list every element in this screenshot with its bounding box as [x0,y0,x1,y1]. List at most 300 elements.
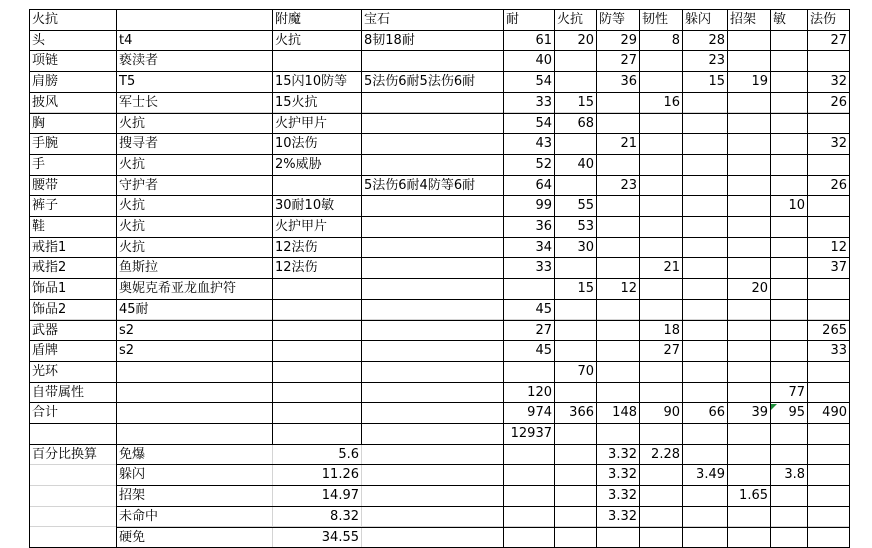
table-cell-r5-c6[interactable] [597,114,640,135]
table-cell-r6-c8[interactable] [683,134,728,155]
table-cell-r19-c7[interactable]: 90 [640,403,683,424]
table-cell-r17-c3[interactable] [362,362,504,383]
conversion-cell-r23-c1[interactable]: 招架 [117,486,273,507]
conversion-cell-r25-c10[interactable] [771,528,808,548]
table-cell-r13-c1[interactable]: 奥妮克希亚龙血护符 [117,279,273,300]
conversion-cell-r21-c9[interactable] [728,445,771,466]
table-cell-r12-c1[interactable]: 鱼斯拉 [117,258,273,279]
table-cell-r12-c8[interactable] [683,258,728,279]
table-cell-r9-c1[interactable]: 火抗 [117,196,273,217]
table-cell-r11-c3[interactable] [362,238,504,259]
table-cell-r18-c0[interactable]: 自带属性 [30,383,117,404]
table-cell-r15-c7[interactable]: 18 [640,321,683,342]
table-cell-r1-c10[interactable] [771,31,808,52]
table-cell-r19-c1[interactable] [117,403,273,424]
table-cell-r8-c2[interactable] [273,176,362,197]
table-cell-r3-c5[interactable] [555,72,597,93]
table-cell-r17-c11[interactable] [808,362,850,383]
table-cell-r17-c7[interactable] [640,362,683,383]
table-cell-r11-c6[interactable] [597,238,640,259]
conversion-cell-r24-c7[interactable] [640,507,683,528]
table-cell-r12-c7[interactable]: 21 [640,258,683,279]
table-cell-r9-c7[interactable] [640,196,683,217]
conversion-cell-r25-c7[interactable] [640,528,683,548]
table-cell-r12-c2[interactable]: 12法伤 [273,258,362,279]
conversion-cell-r21-c5[interactable] [555,445,597,466]
table-cell-r19-c2[interactable] [273,403,362,424]
table-cell-r13-c3[interactable] [362,279,504,300]
table-cell-r18-c4[interactable]: 120 [504,383,555,404]
conversion-cell-r21-c3[interactable] [362,445,504,466]
conversion-cell-r24-c5[interactable] [555,507,597,528]
table-cell-r2-c8[interactable]: 23 [683,51,728,72]
table-cell-r11-c4[interactable]: 34 [504,238,555,259]
table-cell-r7-c7[interactable] [640,155,683,176]
conversion-cell-r22-c11[interactable] [808,465,850,486]
table-cell-r8-c5[interactable] [555,176,597,197]
conversion-cell-r22-c6[interactable]: 3.32 [597,465,640,486]
table-cell-r3-c8[interactable]: 15 [683,72,728,93]
table-cell-r1-c5[interactable]: 20 [555,31,597,52]
table-cell-r19-c5[interactable]: 366 [555,403,597,424]
table-cell-r6-c6[interactable]: 21 [597,134,640,155]
table-cell-r6-c7[interactable] [640,134,683,155]
table-cell-r10-c6[interactable] [597,217,640,238]
table-cell-r16-c7[interactable]: 27 [640,341,683,362]
conversion-cell-r24-c4[interactable] [504,507,555,528]
header-cell-r0-c0[interactable]: 火抗 [30,10,117,31]
table-cell-r13-c6[interactable]: 12 [597,279,640,300]
table-cell-r8-c3[interactable]: 5法伤6耐4防等6耐 [362,176,504,197]
table-cell-r10-c2[interactable]: 火护甲片 [273,217,362,238]
table-cell-r15-c10[interactable] [771,321,808,342]
table-cell-r1-c6[interactable]: 29 [597,31,640,52]
table-cell-r10-c9[interactable] [728,217,771,238]
table-cell-r17-c5[interactable]: 70 [555,362,597,383]
conversion-cell-r21-c7[interactable]: 2.28 [640,445,683,466]
table-cell-r12-c6[interactable] [597,258,640,279]
table-cell-r11-c2[interactable]: 12法伤 [273,238,362,259]
table-cell-r17-c9[interactable] [728,362,771,383]
table-cell-r15-c1[interactable]: s2 [117,321,273,342]
conversion-cell-r22-c4[interactable] [504,465,555,486]
conversion-cell-r21-c6[interactable]: 3.32 [597,445,640,466]
conversion-cell-r23-c7[interactable] [640,486,683,507]
table-cell-r10-c1[interactable]: 火抗 [117,217,273,238]
table-cell-r1-c8[interactable]: 28 [683,31,728,52]
table-cell-r2-c5[interactable] [555,51,597,72]
table-cell-r8-c1[interactable]: 守护者 [117,176,273,197]
header-cell-r0-c3[interactable]: 宝石 [362,10,504,31]
table-cell-r14-c6[interactable] [597,300,640,321]
table-cell-r11-c7[interactable] [640,238,683,259]
table-cell-r9-c6[interactable] [597,196,640,217]
table-cell-r8-c0[interactable]: 腰带 [30,176,117,197]
conversion-cell-r25-c9[interactable] [728,528,771,548]
table-cell-r3-c4[interactable]: 54 [504,72,555,93]
table-cell-r15-c6[interactable] [597,321,640,342]
conversion-cell-r21-c1[interactable]: 免爆 [117,445,273,466]
conversion-cell-r22-c5[interactable] [555,465,597,486]
table-cell-r3-c9[interactable]: 19 [728,72,771,93]
table-cell-r11-c11[interactable]: 12 [808,238,850,259]
conversion-cell-r24-c8[interactable] [683,507,728,528]
table-cell-r2-c2[interactable] [273,51,362,72]
table-cell-r19-c6[interactable]: 148 [597,403,640,424]
table-cell-r16-c5[interactable] [555,341,597,362]
table-cell-r6-c3[interactable] [362,134,504,155]
table-cell-r15-c2[interactable] [273,321,362,342]
table-cell-r4-c3[interactable] [362,93,504,114]
table-cell-r17-c6[interactable] [597,362,640,383]
table-cell-r1-c1[interactable]: t4 [117,31,273,52]
conversion-cell-r22-c2[interactable]: 11.26 [273,465,362,486]
table-cell-r13-c2[interactable] [273,279,362,300]
table-cell-r5-c2[interactable]: 火护甲片 [273,114,362,135]
table-cell-r11-c1[interactable]: 火抗 [117,238,273,259]
conversion-cell-r23-c4[interactable] [504,486,555,507]
table-cell-r15-c9[interactable] [728,321,771,342]
table-cell-r5-c10[interactable] [771,114,808,135]
table-cell-r16-c8[interactable] [683,341,728,362]
table-cell-r3-c11[interactable]: 32 [808,72,850,93]
header-cell-r0-c1[interactable] [117,10,273,31]
table-cell-r16-c2[interactable] [273,341,362,362]
table-cell-r12-c4[interactable]: 33 [504,258,555,279]
table-cell-r20-c7[interactable] [640,424,683,445]
conversion-cell-r23-c9[interactable]: 1.65 [728,486,771,507]
table-cell-r6-c4[interactable]: 43 [504,134,555,155]
table-cell-r1-c9[interactable] [728,31,771,52]
table-cell-r14-c3[interactable] [362,300,504,321]
conversion-cell-r22-c1[interactable]: 躲闪 [117,465,273,486]
table-cell-r7-c10[interactable] [771,155,808,176]
header-cell-r0-c8[interactable]: 躲闪 [683,10,728,31]
table-cell-r1-c0[interactable]: 头 [30,31,117,52]
header-cell-r0-c2[interactable]: 附魔 [273,10,362,31]
header-cell-r0-c6[interactable]: 防等 [597,10,640,31]
table-cell-r13-c9[interactable]: 20 [728,279,771,300]
table-cell-r3-c3[interactable]: 5法伤6耐5法伤6耐 [362,72,504,93]
table-cell-r2-c3[interactable] [362,51,504,72]
table-cell-r9-c9[interactable] [728,196,771,217]
table-cell-r19-c8[interactable]: 66 [683,403,728,424]
table-cell-r10-c8[interactable] [683,217,728,238]
conversion-cell-r24-c1[interactable]: 未命中 [117,507,273,528]
table-cell-r16-c1[interactable]: s2 [117,341,273,362]
table-cell-r7-c2[interactable]: 2%威胁 [273,155,362,176]
table-cell-r1-c3[interactable]: 8韧18耐 [362,31,504,52]
table-cell-r14-c8[interactable] [683,300,728,321]
conversion-cell-r22-c0[interactable] [30,465,117,486]
table-cell-r18-c2[interactable] [273,383,362,404]
table-cell-r7-c8[interactable] [683,155,728,176]
table-cell-r16-c9[interactable] [728,341,771,362]
table-cell-r10-c4[interactable]: 36 [504,217,555,238]
table-cell-r12-c10[interactable] [771,258,808,279]
table-cell-r6-c9[interactable] [728,134,771,155]
table-cell-r8-c8[interactable] [683,176,728,197]
table-cell-r12-c3[interactable] [362,258,504,279]
table-cell-r10-c10[interactable] [771,217,808,238]
conversion-cell-r22-c10[interactable]: 3.8 [771,465,808,486]
table-cell-r2-c0[interactable]: 项链 [30,51,117,72]
table-cell-r18-c9[interactable] [728,383,771,404]
conversion-cell-r22-c3[interactable] [362,465,504,486]
table-cell-r2-c7[interactable] [640,51,683,72]
table-cell-r13-c10[interactable] [771,279,808,300]
conversion-cell-r23-c5[interactable] [555,486,597,507]
table-cell-r6-c1[interactable]: 搜寻者 [117,134,273,155]
table-cell-r13-c11[interactable] [808,279,850,300]
table-cell-r3-c0[interactable]: 肩膀 [30,72,117,93]
table-cell-r9-c2[interactable]: 30耐10敏 [273,196,362,217]
table-cell-r2-c1[interactable]: 亵渎者 [117,51,273,72]
table-cell-r7-c9[interactable] [728,155,771,176]
conversion-cell-r23-c10[interactable] [771,486,808,507]
table-cell-r3-c10[interactable] [771,72,808,93]
table-cell-r6-c2[interactable]: 10法伤 [273,134,362,155]
table-cell-r18-c11[interactable] [808,383,850,404]
table-cell-r17-c1[interactable] [117,362,273,383]
table-cell-r17-c4[interactable] [504,362,555,383]
table-cell-r4-c5[interactable]: 15 [555,93,597,114]
table-cell-r2-c10[interactable] [771,51,808,72]
table-cell-r14-c10[interactable] [771,300,808,321]
conversion-cell-r25-c5[interactable] [555,528,597,548]
conversion-cell-r22-c7[interactable] [640,465,683,486]
table-cell-r4-c10[interactable] [771,93,808,114]
conversion-cell-r25-c0[interactable] [30,528,117,548]
table-cell-r14-c2[interactable] [273,300,362,321]
conversion-cell-r25-c2[interactable]: 34.55 [273,528,362,548]
table-cell-r7-c1[interactable]: 火抗 [117,155,273,176]
conversion-cell-r21-c11[interactable] [808,445,850,466]
table-cell-r7-c11[interactable] [808,155,850,176]
table-cell-r4-c0[interactable]: 披风 [30,93,117,114]
table-cell-r19-c0[interactable]: 合计 [30,403,117,424]
table-cell-r2-c4[interactable]: 40 [504,51,555,72]
conversion-cell-r25-c11[interactable] [808,528,850,548]
table-cell-r14-c7[interactable] [640,300,683,321]
table-cell-r15-c3[interactable] [362,321,504,342]
table-cell-r9-c0[interactable]: 裤子 [30,196,117,217]
table-cell-r5-c7[interactable] [640,114,683,135]
table-cell-r5-c3[interactable] [362,114,504,135]
table-cell-r15-c0[interactable]: 武器 [30,321,117,342]
table-cell-r7-c4[interactable]: 52 [504,155,555,176]
header-cell-r0-c9[interactable]: 招架 [728,10,771,31]
table-cell-r2-c9[interactable] [728,51,771,72]
conversion-cell-r22-c8[interactable]: 3.49 [683,465,728,486]
table-cell-r4-c4[interactable]: 33 [504,93,555,114]
table-cell-r12-c9[interactable] [728,258,771,279]
table-cell-r8-c7[interactable] [640,176,683,197]
table-cell-r9-c4[interactable]: 99 [504,196,555,217]
table-cell-r9-c5[interactable]: 55 [555,196,597,217]
table-cell-r1-c11[interactable]: 27 [808,31,850,52]
table-cell-r17-c2[interactable] [273,362,362,383]
table-cell-r15-c5[interactable] [555,321,597,342]
table-cell-r1-c2[interactable]: 火抗 [273,31,362,52]
table-cell-r10-c0[interactable]: 鞋 [30,217,117,238]
table-cell-r3-c7[interactable] [640,72,683,93]
table-cell-r14-c0[interactable]: 饰品2 [30,300,117,321]
table-cell-r20-c0[interactable] [30,424,117,445]
table-cell-r16-c3[interactable] [362,341,504,362]
table-cell-r6-c10[interactable] [771,134,808,155]
table-cell-r13-c0[interactable]: 饰品1 [30,279,117,300]
table-cell-r15-c4[interactable]: 27 [504,321,555,342]
table-cell-r10-c7[interactable] [640,217,683,238]
table-cell-r5-c0[interactable]: 胸 [30,114,117,135]
table-cell-r3-c6[interactable]: 36 [597,72,640,93]
table-cell-r17-c10[interactable] [771,362,808,383]
table-cell-r12-c0[interactable]: 戒指2 [30,258,117,279]
conversion-cell-r21-c8[interactable] [683,445,728,466]
header-cell-r0-c4[interactable]: 耐 [504,10,555,31]
table-cell-r8-c10[interactable] [771,176,808,197]
table-cell-r10-c3[interactable] [362,217,504,238]
conversion-cell-r21-c0[interactable]: 百分比换算 [30,445,117,466]
table-cell-r10-c5[interactable]: 53 [555,217,597,238]
table-cell-r5-c5[interactable]: 68 [555,114,597,135]
table-cell-r8-c4[interactable]: 64 [504,176,555,197]
conversion-cell-r23-c0[interactable] [30,486,117,507]
table-cell-r5-c4[interactable]: 54 [504,114,555,135]
table-cell-r5-c11[interactable] [808,114,850,135]
table-cell-r20-c2[interactable] [273,424,362,445]
table-cell-r9-c10[interactable]: 10 [771,196,808,217]
table-cell-r20-c9[interactable] [728,424,771,445]
conversion-cell-r24-c6[interactable]: 3.32 [597,507,640,528]
table-cell-r2-c6[interactable]: 27 [597,51,640,72]
table-cell-r17-c8[interactable] [683,362,728,383]
table-cell-r20-c10[interactable] [771,424,808,445]
table-cell-r12-c11[interactable]: 37 [808,258,850,279]
conversion-cell-r25-c8[interactable] [683,528,728,548]
table-cell-r14-c1[interactable]: 45耐 [117,300,273,321]
table-cell-r3-c1[interactable]: T5 [117,72,273,93]
conversion-cell-r23-c11[interactable] [808,486,850,507]
table-cell-r16-c11[interactable]: 33 [808,341,850,362]
table-cell-r16-c0[interactable]: 盾牌 [30,341,117,362]
table-cell-r7-c6[interactable] [597,155,640,176]
table-cell-r4-c7[interactable]: 16 [640,93,683,114]
table-cell-r4-c2[interactable]: 15火抗 [273,93,362,114]
table-cell-r15-c11[interactable]: 265 [808,321,850,342]
header-cell-r0-c7[interactable]: 韧性 [640,10,683,31]
conversion-cell-r23-c8[interactable] [683,486,728,507]
conversion-cell-r21-c2[interactable]: 5.6 [273,445,362,466]
conversion-cell-r25-c4[interactable] [504,528,555,548]
table-cell-r18-c8[interactable] [683,383,728,404]
table-cell-r12-c5[interactable] [555,258,597,279]
table-cell-r5-c1[interactable]: 火抗 [117,114,273,135]
conversion-cell-r25-c6[interactable] [597,528,640,548]
table-cell-r20-c3[interactable] [362,424,504,445]
table-cell-r10-c11[interactable] [808,217,850,238]
table-cell-r1-c7[interactable]: 8 [640,31,683,52]
table-cell-r9-c8[interactable] [683,196,728,217]
table-cell-r20-c8[interactable] [683,424,728,445]
table-cell-r5-c8[interactable] [683,114,728,135]
table-cell-r18-c10[interactable]: 77 [771,383,808,404]
table-cell-r18-c5[interactable] [555,383,597,404]
table-cell-r19-c9[interactable]: 39 [728,403,771,424]
table-cell-r11-c8[interactable] [683,238,728,259]
conversion-cell-r24-c2[interactable]: 8.32 [273,507,362,528]
table-cell-r7-c3[interactable] [362,155,504,176]
table-cell-r18-c6[interactable] [597,383,640,404]
table-cell-r5-c9[interactable] [728,114,771,135]
table-cell-r2-c11[interactable] [808,51,850,72]
table-cell-r9-c11[interactable] [808,196,850,217]
table-cell-r20-c11[interactable] [808,424,850,445]
table-cell-r7-c0[interactable]: 手 [30,155,117,176]
table-cell-r8-c6[interactable]: 23 [597,176,640,197]
table-cell-r14-c4[interactable]: 45 [504,300,555,321]
table-cell-r4-c8[interactable] [683,93,728,114]
table-cell-r1-c4[interactable]: 61 [504,31,555,52]
table-cell-r19-c3[interactable] [362,403,504,424]
conversion-cell-r21-c4[interactable] [504,445,555,466]
conversion-cell-r24-c10[interactable] [771,507,808,528]
header-cell-r0-c5[interactable]: 火抗 [555,10,597,31]
header-cell-r0-c10[interactable]: 敏 [771,10,808,31]
conversion-cell-r22-c9[interactable] [728,465,771,486]
table-cell-r20-c6[interactable] [597,424,640,445]
table-cell-r8-c11[interactable]: 26 [808,176,850,197]
table-cell-r18-c1[interactable] [117,383,273,404]
table-cell-r20-c1[interactable] [117,424,273,445]
conversion-cell-r25-c3[interactable] [362,528,504,548]
conversion-cell-r23-c2[interactable]: 14.97 [273,486,362,507]
table-cell-r3-c2[interactable]: 15闪10防等 [273,72,362,93]
table-cell-r11-c9[interactable] [728,238,771,259]
table-cell-r13-c4[interactable] [504,279,555,300]
table-cell-r16-c10[interactable] [771,341,808,362]
conversion-cell-r24-c0[interactable] [30,507,117,528]
table-cell-r13-c7[interactable] [640,279,683,300]
table-cell-r14-c11[interactable] [808,300,850,321]
table-cell-r6-c11[interactable]: 32 [808,134,850,155]
table-cell-r19-c10[interactable]: 95 [771,403,808,424]
table-cell-r17-c0[interactable]: 光环 [30,362,117,383]
table-cell-r9-c3[interactable] [362,196,504,217]
table-cell-r15-c8[interactable] [683,321,728,342]
table-cell-r20-c4[interactable]: 12937 [504,424,555,445]
table-cell-r4-c6[interactable] [597,93,640,114]
table-cell-r20-c5[interactable] [555,424,597,445]
table-cell-r6-c5[interactable] [555,134,597,155]
table-cell-r4-c9[interactable] [728,93,771,114]
table-cell-r6-c0[interactable]: 手腕 [30,134,117,155]
conversion-cell-r24-c9[interactable] [728,507,771,528]
table-cell-r14-c5[interactable] [555,300,597,321]
table-cell-r11-c0[interactable]: 戒指1 [30,238,117,259]
table-cell-r7-c5[interactable]: 40 [555,155,597,176]
conversion-cell-r25-c1[interactable]: 硬免 [117,528,273,548]
table-cell-r16-c6[interactable] [597,341,640,362]
conversion-cell-r23-c3[interactable] [362,486,504,507]
table-cell-r4-c11[interactable]: 26 [808,93,850,114]
table-cell-r4-c1[interactable]: 军士长 [117,93,273,114]
table-cell-r18-c3[interactable] [362,383,504,404]
conversion-cell-r24-c11[interactable] [808,507,850,528]
table-cell-r19-c11[interactable]: 490 [808,403,850,424]
table-cell-r11-c5[interactable]: 30 [555,238,597,259]
